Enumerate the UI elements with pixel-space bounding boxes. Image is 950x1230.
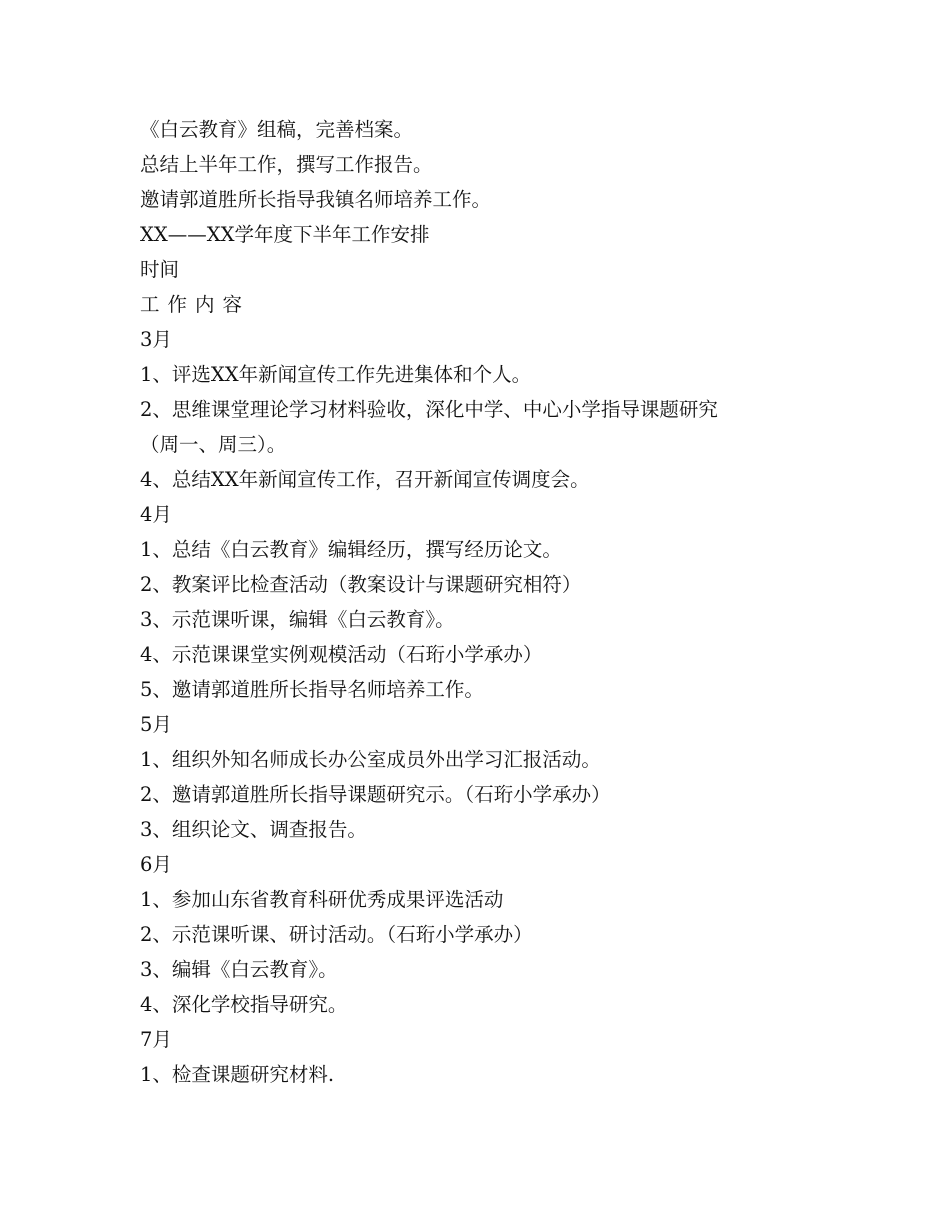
month-label: 7月 bbox=[140, 1028, 172, 1051]
text-line: 邀请郭道胜所长指导我镇名师培养工作。 bbox=[140, 188, 492, 211]
list-item: 2、思维课堂理论学习材料验收，深化中学、中心小学指导课题研究 bbox=[140, 398, 718, 421]
list-item: 3、示范课听课，编辑《白云教育》。 bbox=[140, 608, 455, 631]
list-item: 3、组织论文、调查报告。 bbox=[140, 818, 367, 841]
list-item-continuation: （周一、周三）。 bbox=[140, 433, 287, 456]
list-item: 1、组织外知名师成长办公室成员外出学习汇报活动。 bbox=[140, 748, 601, 771]
month-label: 5月 bbox=[140, 713, 172, 736]
month-label: 4月 bbox=[140, 503, 172, 526]
month-label: 6月 bbox=[140, 853, 172, 876]
list-item: 4、总结XX年新闻宣传工作，召开新闻宣传调度会。 bbox=[140, 468, 590, 491]
list-item: 1、评选XX年新闻宣传工作先进集体和个人。 bbox=[140, 363, 532, 386]
section-heading: XX——XX学年度下半年工作安排 bbox=[140, 223, 430, 246]
month-label: 3月 bbox=[140, 328, 172, 351]
list-item: 2、示范课听课、研讨活动。（石珩小学承办） bbox=[140, 923, 533, 946]
list-item: 2、邀请郭道胜所长指导课题研究示。（石珩小学承办） bbox=[140, 783, 611, 806]
list-item: 1、总结《白云教育》编辑经历，撰写经历论文。 bbox=[140, 538, 562, 561]
text-line: 《白云教育》组稿，完善档案。 bbox=[140, 118, 414, 141]
list-item: 1、检查课题研究材料. bbox=[140, 1063, 335, 1086]
document-body bbox=[140, 112, 830, 1092]
text-line: 总结上半年工作，撰写工作报告。 bbox=[140, 153, 433, 176]
list-item: 5、邀请郭道胜所长指导名师培养工作。 bbox=[140, 678, 484, 701]
list-item: 1、参加山东省教育科研优秀成果评选活动 bbox=[140, 888, 504, 911]
list-item: 3、编辑《白云教育》。 bbox=[140, 958, 338, 981]
table-header-content: 工作内容 bbox=[140, 293, 251, 316]
list-item: 4、深化学校指导研究。 bbox=[140, 993, 348, 1016]
list-item: 4、示范课课堂实例观模活动（石珩小学承办） bbox=[140, 643, 543, 666]
list-item: 2、教案评比检查活动（教案设计与课题研究相符） bbox=[140, 573, 582, 596]
table-header-time: 时间 bbox=[140, 258, 180, 281]
